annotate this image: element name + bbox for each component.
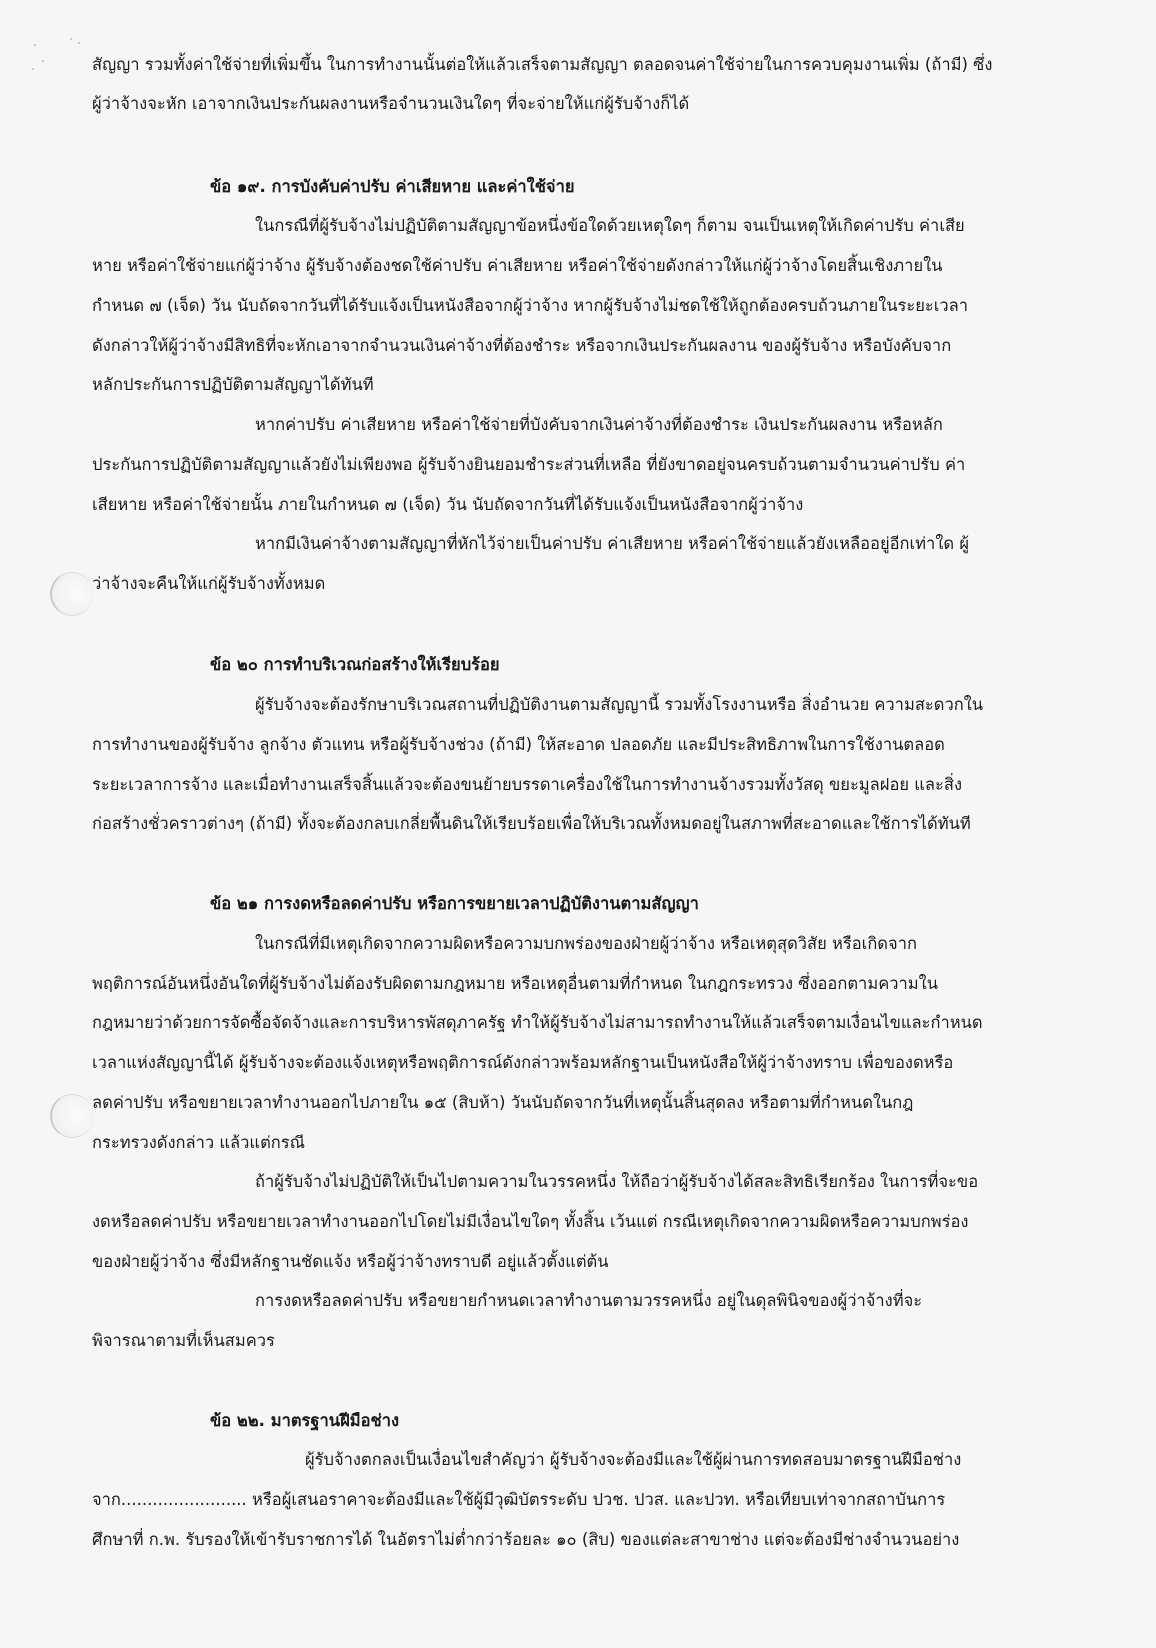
section-heading-21: ข้อ ๒๑ การงดหรือลดค่าปรับ หรือการขยายเวลาปฏิบัติงานตามสัญญา bbox=[210, 894, 699, 913]
section-heading-22: ข้อ ๒๒. มาตรฐานฝีมือช่าง bbox=[210, 1411, 400, 1430]
text-line: สัญญา รวมทั้งค่าใช้จ่ายที่เพิ่มขึ้น ในการทำงานนั้นต่อให้แล้วเสร็จตามสัญญา ตลอดจนค่าใช้จ่ายในการควบคุมงานเพิ่ม (ถ้ามี) ซึ่ง bbox=[92, 55, 993, 74]
text-line: หาย หรือค่าใช้จ่ายแก่ผู้ว่าจ้าง ผู้รับจ้างต้องชดใช้ค่าปรับ ค่าเสียหาย หรือค่าใช้จ่ายดังกล่าวให้แก่ผู้ว่าจ้างโดยสิ้นเชิงภายใน bbox=[92, 256, 943, 275]
text-line: เวลาแห่งสัญญานี้ได้ ผู้รับจ้างจะต้องแจ้งเหตุหรือพฤติการณ์ดังกล่าวพร้อมหลักฐานเป็นหนังสือให้ผู้ว่าจ้างทราบ เพื่อของดหรือ bbox=[92, 1053, 954, 1072]
text-line: เสียหาย หรือค่าใช้จ่ายนั้น ภายในกำหนด ๗ (เจ็ด) วัน นับถัดจากวันที่ได้รับแจ้งเป็นหนังสือจากผู้ว่าจ้าง bbox=[92, 495, 804, 514]
text-line: กฎหมายว่าด้วยการจัดซื้อจัดจ้างและการบริหารพัสดุภาครัฐ ทำให้ผู้รับจ้างไม่สามารถทำงานให้แล้วเสร็จตามเงื่อนไขและกำหนด bbox=[92, 1013, 983, 1032]
text-line: หากค่าปรับ ค่าเสียหาย หรือค่าใช้จ่ายที่บังคับจากเงินค่าจ้างที่ต้องชำระ เงินประกันผลงาน หรือหลัก bbox=[255, 415, 943, 434]
text-line: กำหนด ๗ (เจ็ด) วัน นับถัดจากวันที่ได้รับแจ้งเป็นหนังสือจากผู้ว่าจ้าง หากผู้รับจ้างไม่ชดใช้ให้ถูกต้องครบถ้วนภายในระยะเวลา bbox=[92, 296, 969, 315]
text-line: หลักประกันการปฏิบัติตามสัญญาได้ทันที bbox=[92, 375, 374, 394]
text-line: พฤติการณ์อันหนึ่งอันใดที่ผู้รับจ้างไม่ต้องรับผิดตามกฎหมาย หรือเหตุอื่นตามที่กำหนด ในกฎกระทรวง ซึ่งออกตามความใน bbox=[92, 974, 938, 993]
text-line: ระยะเวลาการจ้าง และเมื่อทำงานเสร็จสิ้นแล้วจะต้องขนย้ายบรรดาเครื่องใช้ในการทำงานจ้างรวมทั้งวัสดุ ขยะมูลฝอย และสิ่ง bbox=[92, 775, 963, 794]
text-line: ผู้ว่าจ้างจะหัก เอาจากเงินประกันผลงานหรือจำนวนเงินใดๆ ที่จะจ่ายให้แก่ผู้รับจ้างก็ได้ bbox=[92, 94, 690, 113]
text-line: ศึกษาที่ ก.พ. รับรองให้เข้ารับราชการได้ ในอัตราไม่ต่ำกว่าร้อยละ ๑๐ (สิบ) ของแต่ละสาขาช่าง แต่จะต้องมีช่างจำนวนอย่าง bbox=[92, 1530, 960, 1549]
text-line: ถ้าผู้รับจ้างไม่ปฏิบัติให้เป็นไปตามความในวรรคหนึ่ง ให้ถือว่าผู้รับจ้างได้สละสิทธิเรียกร้อง ในการที่จะขอ bbox=[255, 1172, 979, 1191]
text-line: ของฝ่ายผู้ว่าจ้าง ซึ่งมีหลักฐานชัดแจ้ง หรือผู้ว่าจ้างทราบดี อยู่แล้วตั้งแต่ต้น bbox=[92, 1252, 609, 1271]
punch-hole-upper bbox=[50, 572, 94, 616]
text-line: กระทรวงดังกล่าว แล้วแต่กรณี bbox=[92, 1133, 305, 1152]
text-line: การงดหรือลดค่าปรับ หรือขยายกำหนดเวลาทำงานตามวรรคหนึ่ง อยู่ในดุลพินิจของผู้ว่าจ้างที่จะ bbox=[255, 1291, 923, 1310]
text-line: ก่อสร้างชั่วคราวต่างๆ (ถ้ามี) ทั้งจะต้องกลบเกลี่ยพื้นดินให้เรียบร้อยเพื่อให้บริเวณทั้งหมดอยู่ในสภาพที่สะอาดและใช้การได้ทันที bbox=[92, 814, 971, 833]
text-line: พิจารณาตามที่เห็นสมควร bbox=[92, 1331, 275, 1350]
text-line: งดหรือลดค่าปรับ หรือขยายเวลาทำงานออกไปโดยไม่มีเงื่อนไขใดๆ ทั้งสิ้น เว้นแต่ กรณีเหตุเกิดจากความผิดหรือความบกพร่อง bbox=[92, 1212, 969, 1231]
text-line: ว่าจ้างจะคืนให้แก่ผู้รับจ้างทั้งหมด bbox=[92, 574, 326, 593]
paper-specks bbox=[30, 38, 90, 88]
section-heading-20: ข้อ ๒๐ การทำบริเวณก่อสร้างให้เรียบร้อย bbox=[210, 655, 500, 674]
text-line: การทำงานของผู้รับจ้าง ลูกจ้าง ตัวแทน หรือผู้รับจ้างช่วง (ถ้ามี) ให้สะอาด ปลอดภัย และมีประสิทธิภาพในการใช้งานตลอด bbox=[92, 735, 945, 754]
text-line: หากมีเงินค่าจ้างตามสัญญาที่หักไว้จ่ายเป็นค่าปรับ ค่าเสียหาย หรือค่าใช้จ่ายแล้วยังเหลืออยู่อีกเท่าใด ผู้ bbox=[255, 534, 970, 553]
punch-hole-lower bbox=[50, 1094, 94, 1138]
text-line: ผู้รับจ้างตกลงเป็นเงื่อนไขสำคัญว่า ผู้รับจ้างจะต้องมีและใช้ผู้ผ่านการทดสอบมาตรฐานฝีมือช่าง bbox=[305, 1450, 962, 1469]
section-heading-19: ข้อ ๑๙. การบังคับค่าปรับ ค่าเสียหาย และค่าใช้จ่าย bbox=[210, 177, 575, 196]
text-line: จาก........................ หรือผู้เสนอราคาจะต้องมีและใช้ผู้มีวุฒิบัตรระดับ ปวช. ปวส. และปวท. หรือเทียบเท่าจากสถาบันการ bbox=[92, 1490, 946, 1509]
text-line: ลดค่าปรับ หรือขยายเวลาทำงานออกไปภายใน ๑๕ (สิบห้า) วันนับถัดจากวันที่เหตุนั้นสิ้นสุดลง หรือตามที่กำหนดในกฎ bbox=[92, 1093, 914, 1112]
text-line: ผู้รับจ้างจะต้องรักษาบริเวณสถานที่ปฏิบัติงานตามสัญญานี้ รวมทั้งโรงงานหรือ สิ่งอำนวย ความสะดวกใน bbox=[255, 695, 984, 714]
text-line: ในกรณีที่ผู้รับจ้างไม่ปฏิบัติตามสัญญาข้อหนึ่งข้อใดด้วยเหตุใดๆ ก็ตาม จนเป็นเหตุให้เกิดค่าปรับ ค่าเสีย bbox=[255, 216, 965, 235]
text-line: ประกันการปฏิบัติตามสัญญาแล้วยังไม่เพียงพอ ผู้รับจ้างยินยอมชำระส่วนที่เหลือ ที่ยังขาดอยู่จนครบถ้วนตามจำนวนค่าปรับ ค่า bbox=[92, 455, 966, 474]
text-line: ในกรณีที่มีเหตุเกิดจากความผิดหรือความบกพร่องของฝ่ายผู้ว่าจ้าง หรือเหตุสุดวิสัย หรือเกิดจาก bbox=[255, 934, 917, 953]
text-line: ดังกล่าวให้ผู้ว่าจ้างมีสิทธิที่จะหักเอาจากจำนวนเงินค่าจ้างที่ต้องชำระ หรือจากเงินประกันผลงาน ของผู้รับจ้าง หรือบังคับจาก bbox=[92, 336, 952, 355]
